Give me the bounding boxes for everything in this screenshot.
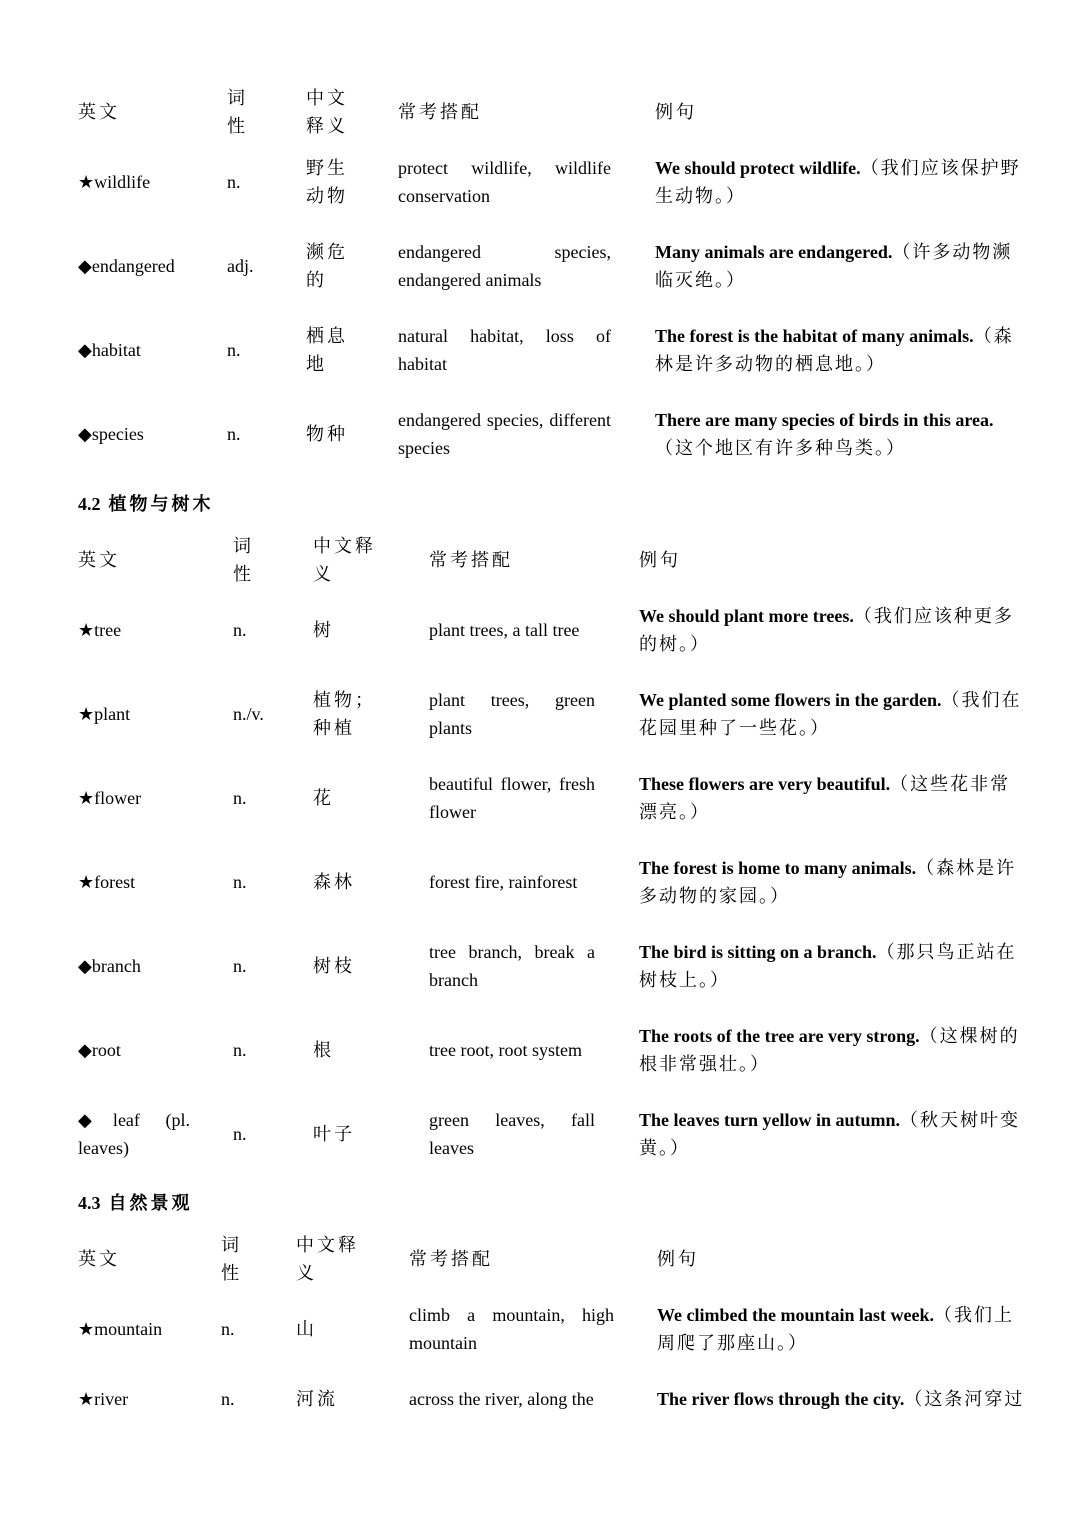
collocation-cell: forest fire, rainforest: [429, 872, 578, 892]
pos-cell: n.: [233, 956, 247, 976]
collocation-cell: endangered species, different species: [398, 410, 611, 458]
example-translation: （我们应该种更多的树。）: [639, 606, 1014, 654]
collocation-cell: climb a mountain, high mountain: [409, 1305, 614, 1353]
chinese-cell: 叶子: [313, 1124, 355, 1144]
collocation-cell: natural habitat, loss of habitat: [398, 326, 611, 374]
table-header-row: [78, 1231, 1028, 1287]
header-example: 例句: [657, 1249, 699, 1269]
word-cell: ★plant: [78, 704, 131, 724]
table-row: [78, 1092, 1028, 1176]
example-sentence: The river flows through the city.: [657, 1389, 905, 1409]
word-cell: ◆branch: [78, 956, 141, 976]
header-collocation: 常考搭配: [398, 102, 482, 122]
chinese-cell: 野生动物: [306, 158, 348, 206]
collocation-cell: plant trees, green plants: [429, 690, 595, 738]
example-cell: [639, 840, 1028, 924]
table-row: [78, 392, 1028, 476]
example-sentence: There are many species of birds in this area.: [655, 410, 994, 430]
collocation-cell: tree root, root system: [429, 1040, 582, 1060]
example-sentence: We should plant more trees.: [639, 606, 854, 626]
example-translation: （森林是许多动物的栖息地。）: [655, 326, 1014, 374]
example-translation: （我们应该保护野生动物。）: [655, 158, 1021, 206]
pos-cell: n.: [227, 172, 241, 192]
example-translation: （森林是许多动物的家园。）: [639, 858, 1017, 906]
example-cell: [655, 392, 1028, 476]
pos-cell: n.: [227, 424, 241, 444]
pos-cell: n.: [233, 1124, 247, 1144]
example-cell: [639, 924, 1028, 1008]
example-translation: （秋天树叶变黄。）: [639, 1110, 1021, 1158]
table-row: [78, 756, 1028, 840]
example-cell: [639, 756, 1028, 840]
pos-cell: n.: [233, 788, 247, 808]
header-pos: 词性: [221, 1235, 242, 1283]
table-row: [78, 308, 1028, 392]
example-sentence: The leaves turn yellow in autumn.: [639, 1110, 901, 1130]
table-row: [78, 672, 1028, 756]
example-translation: （我们上周爬了那座山。）: [657, 1305, 1014, 1353]
example-translation: （我们在花园里种了一些花。）: [639, 690, 1022, 738]
chinese-cell: 花: [313, 788, 334, 808]
pos-cell: adj.: [227, 256, 254, 276]
table-row: [78, 840, 1028, 924]
word-cell: ◆endangered: [78, 256, 175, 276]
chinese-cell: 植物；种植: [313, 690, 376, 738]
section-number: 4.3: [78, 1193, 101, 1213]
section-title-4-3: [78, 1189, 193, 1215]
word-cell: ★forest: [78, 872, 136, 892]
example-translation: （那只鸟正站在树枝上。）: [639, 942, 1017, 990]
section-number: 4.2: [78, 494, 101, 514]
collocation-cell: protect wildlife, wildlife conservation: [398, 158, 611, 206]
chinese-cell: 树枝: [313, 956, 355, 976]
header-english: 英文: [78, 550, 120, 570]
pos-cell: n.: [221, 1319, 235, 1339]
vocab-table-plants: [78, 532, 1028, 1176]
example-translation: （这些花非常漂亮。）: [639, 774, 1011, 822]
example-cell: [639, 1008, 1028, 1092]
header-chinese: 中文释义: [313, 536, 376, 584]
header-collocation: 常考搭配: [429, 550, 513, 570]
word-cell: ◆species: [78, 424, 144, 444]
example-cell: [639, 672, 1028, 756]
example-cell: [639, 588, 1028, 672]
chinese-cell: 濒危的: [306, 242, 348, 290]
word-cell: ◆root: [78, 1040, 121, 1060]
section-heading: 自然景观: [108, 1193, 193, 1213]
header-pos: 词性: [227, 88, 248, 136]
table-row: [78, 924, 1028, 1008]
section-title-4-2: [78, 490, 214, 516]
table-row: [78, 1008, 1028, 1092]
example-translation: （这条河穿过: [904, 1389, 1025, 1409]
header-chinese: 中文释义: [296, 1235, 359, 1283]
word-cell: ◆leaf (pl. leaves): [78, 1110, 190, 1158]
chinese-cell: 森林: [313, 872, 355, 892]
word-cell: ★flower: [78, 788, 142, 808]
chinese-cell: 山: [296, 1319, 317, 1339]
table-header-row: [78, 84, 1028, 140]
pos-cell: n.: [227, 340, 241, 360]
chinese-cell: 物种: [306, 424, 348, 444]
example-cell: [639, 1092, 1028, 1176]
example-cell: [657, 1371, 1028, 1427]
example-sentence: The roots of the tree are very strong.: [639, 1026, 920, 1046]
example-sentence: The forest is home to many animals.: [639, 858, 917, 878]
header-english: 英文: [78, 102, 120, 122]
vocab-table-wildlife: [78, 84, 1028, 476]
chinese-cell: 树: [313, 620, 334, 640]
example-translation: （这个地区有许多种鸟类。）: [655, 438, 906, 458]
section-heading: 植物与树木: [108, 494, 214, 514]
table-row: [78, 224, 1028, 308]
chinese-cell: 栖息地: [306, 326, 348, 374]
example-translation: （许多动物濒临灭绝。）: [655, 242, 1013, 290]
header-example: 例句: [639, 550, 681, 570]
collocation-cell: beautiful flower, fresh flower: [429, 774, 595, 822]
example-cell: [657, 1287, 1028, 1371]
chinese-cell: 河流: [296, 1389, 338, 1409]
example-translation: （这棵树的根非常强壮。）: [639, 1026, 1020, 1074]
header-chinese: 中文释义: [306, 88, 348, 136]
table-row: [78, 140, 1028, 224]
example-cell: [655, 140, 1028, 224]
header-pos: 词性: [233, 536, 254, 584]
table-row: [78, 1371, 1028, 1427]
word-cell: ★wildlife: [78, 172, 151, 192]
example-cell: [655, 308, 1028, 392]
table-row: [78, 1287, 1028, 1371]
example-sentence: These flowers are very beautiful.: [639, 774, 891, 794]
header-example: 例句: [655, 102, 697, 122]
vocab-table-landscape: [78, 1231, 1028, 1427]
pos-cell: n.: [233, 1040, 247, 1060]
table-row: [78, 588, 1028, 672]
word-cell: ◆habitat: [78, 340, 141, 360]
example-sentence: We planted some flowers in the garden.: [639, 690, 942, 710]
example-sentence: The forest is the habitat of many animals.: [655, 326, 974, 346]
pos-cell: n.: [221, 1389, 235, 1409]
pos-cell: n.: [233, 872, 247, 892]
example-sentence: Many animals are endangered.: [655, 242, 893, 262]
word-cell: ★river: [78, 1389, 129, 1409]
collocation-cell: endangered species, endangered animals: [398, 242, 611, 290]
pos-cell: n./v.: [233, 704, 264, 724]
example-cell: [655, 224, 1028, 308]
word-cell: ★tree: [78, 620, 122, 640]
collocation-cell: plant trees, a tall tree: [429, 620, 580, 640]
example-sentence: The bird is sitting on a branch.: [639, 942, 877, 962]
pos-cell: n.: [233, 620, 247, 640]
collocation-cell: green leaves, fall leaves: [429, 1110, 595, 1158]
collocation-cell: across the river, along the: [409, 1389, 594, 1409]
collocation-cell: tree branch, break a branch: [429, 942, 595, 990]
example-sentence: We climbed the mountain last week.: [657, 1305, 934, 1325]
header-english: 英文: [78, 1249, 120, 1269]
table-header-row: [78, 532, 1028, 588]
header-collocation: 常考搭配: [409, 1249, 493, 1269]
word-cell: ★mountain: [78, 1319, 163, 1339]
example-sentence: We should protect wildlife.: [655, 158, 861, 178]
chinese-cell: 根: [313, 1040, 334, 1060]
